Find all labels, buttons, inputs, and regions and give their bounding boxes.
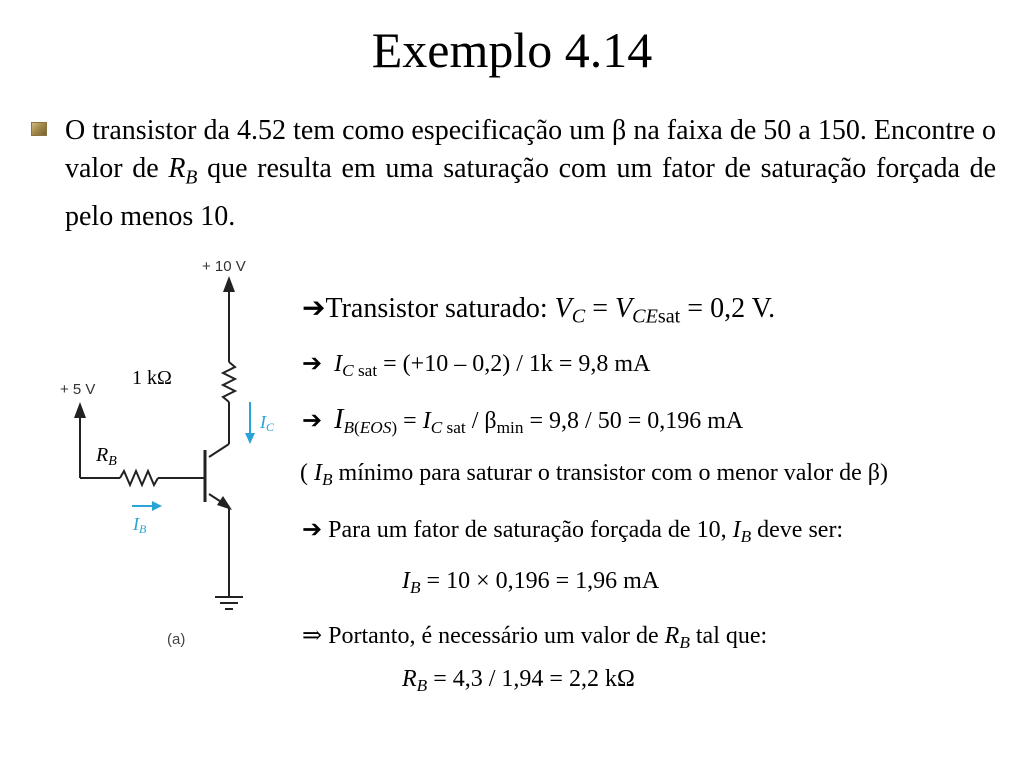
solution-line-2: ➔ $I_{C sat} = (+10 - 0,2) / 1k = 9,8$ mA [302, 351, 651, 380]
vbb-label: + 5 V [60, 381, 96, 398]
ib-label: IB [133, 514, 147, 536]
problem-statement: O transistor da 4.52 tem como especificação um β na faixa de 50 a 150. Encontre o valor de $R_B$ que resulta em uma saturação com um fator de saturação forçada de pelo menos 10. [65, 115, 996, 232]
transistor-circuit-diagram [60, 252, 290, 652]
solution-line-6: $I_B = 10 \times 0,196 = 1,96$ mA [402, 568, 660, 597]
slide-title: Exemplo 4.14 [371, 22, 653, 78]
ic-label: IC [260, 412, 275, 434]
rc-label: 1 kΩ [132, 367, 172, 389]
solution-line-5: ➔ Para um fator de saturação forçada de 10, $I_B$ deve ser: [302, 517, 844, 546]
figure-caption: (a) [167, 631, 186, 648]
bullet-icon [31, 122, 47, 136]
solution-line-3: ➔ $I_{B(EOS)} = I_{C sat} / \beta_{min} = 9,8 / 50 = 0,196$ mA [302, 404, 744, 437]
solution-line-7: ⇒ Portanto, é necessário um valor de $R_B$ tal que: [302, 623, 768, 652]
solution-line-1: ➔Transistor saturado: $V_C = V_{CEsat} = 0,2$ V. [302, 293, 776, 328]
rb-label: $R_B$ [96, 444, 117, 469]
solution-line-8: $R_B = 4,3 / 1,94 = 2,2$ kΩ [402, 666, 635, 695]
vcc-label: + 10 V [202, 258, 246, 275]
solution-line-4: ( $I_B$ mínimo para saturar o transistor com o menor valor de β) [300, 460, 888, 489]
